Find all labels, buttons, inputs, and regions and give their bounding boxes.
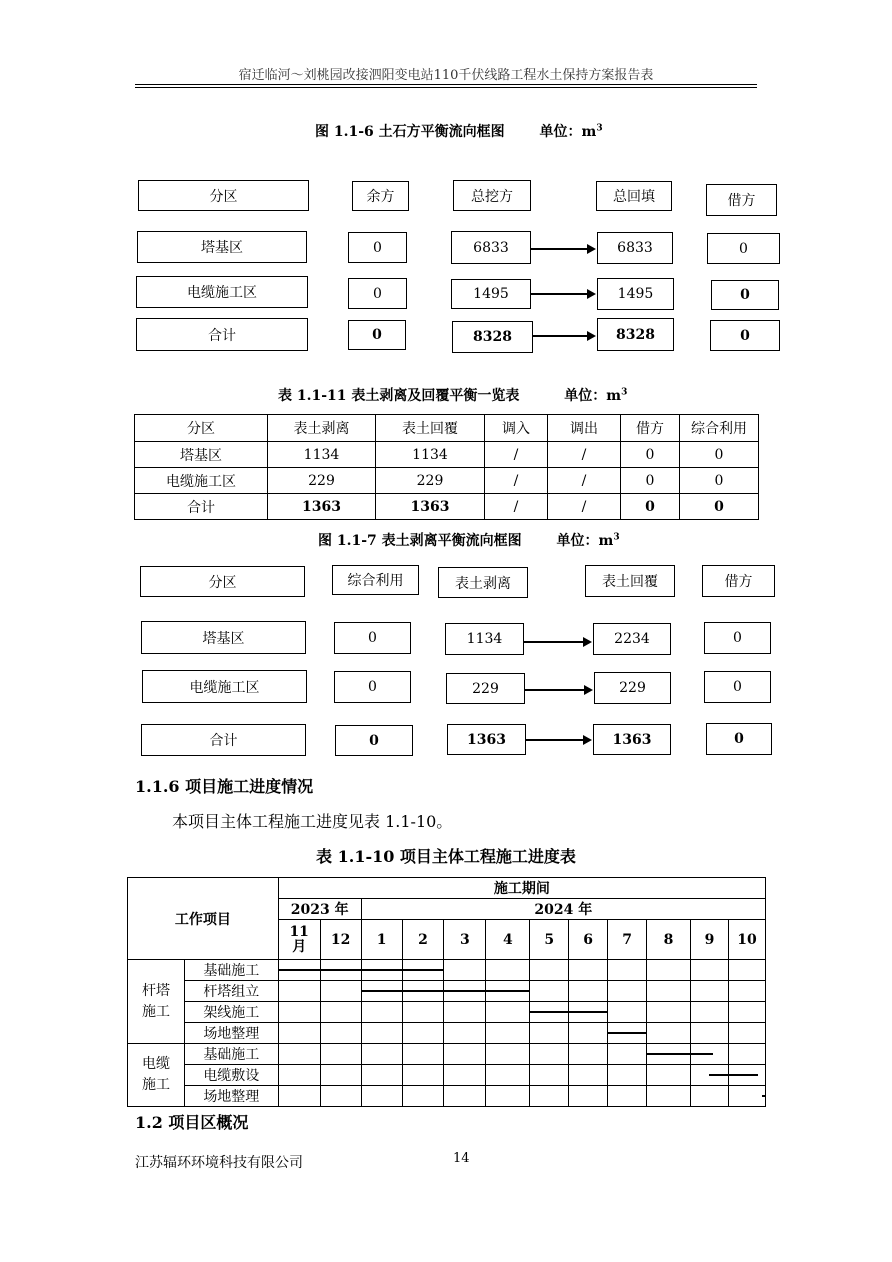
t11-h-zone: 分区: [135, 415, 268, 442]
t10-month: 6: [569, 920, 608, 960]
figure-7-unit: 单位：m: [556, 533, 614, 549]
figure-6-unit-exp: 3: [596, 123, 603, 134]
fig6-header-fill: 总回填: [596, 181, 672, 211]
gantt-bar: [762, 1095, 766, 1097]
t10-task: 架线施工: [184, 1002, 278, 1023]
t10-work-item: 工作项目: [128, 878, 279, 960]
t10-month: 2: [402, 920, 444, 960]
table-row: [135, 442, 759, 468]
header-rule: [135, 84, 757, 88]
t10-group-cable: 电缆 施工: [128, 1044, 185, 1107]
t11-cell: /: [485, 442, 548, 468]
fig7-header-use: 综合利用: [332, 565, 419, 595]
t10-month: 4: [486, 920, 530, 960]
fig6-fill-tower: 6833: [597, 232, 673, 264]
fig6-zone-tower: 塔基区: [137, 231, 307, 263]
fig7-arrow-tower: [524, 641, 590, 643]
table-11: [134, 414, 759, 520]
section-12-heading: 1.2 项目区概况: [135, 1113, 249, 1132]
gantt-bar: [709, 1074, 758, 1076]
figure-7-caption: 图 1.1-7 表土剥离平衡流向框图: [318, 533, 522, 549]
fig6-fill-total: 8328: [597, 318, 674, 351]
t11-h-use: 综合利用: [680, 415, 759, 442]
fig6-surplus-total: 0: [348, 320, 406, 350]
fig7-zone-total: 合计: [141, 724, 306, 756]
fig6-excav-tower: 6833: [451, 231, 531, 264]
fig7-header-borrow: 借方: [702, 565, 775, 597]
t11-cell: 229: [376, 468, 485, 494]
section-116-heading: 1.1.6 项目施工进度情况: [135, 777, 314, 796]
t10-period: 施工期间: [278, 878, 765, 899]
fig6-borrow-total: 0: [710, 320, 780, 351]
fig7-header-zone: 分区: [140, 566, 305, 597]
t11-h-borrow: 借方: [621, 415, 680, 442]
t10-month: 12: [320, 920, 361, 960]
fig6-header-zone: 分区: [138, 180, 309, 211]
table-11-caption: 表 1.1-11 表土剥离及回覆平衡一览表: [278, 388, 520, 404]
fig7-use-cable: 0: [334, 671, 411, 703]
figure-6-unit: 单位：m: [539, 124, 597, 140]
fig7-borrow-total: 0: [706, 723, 772, 755]
table-11-header-row: [135, 415, 759, 442]
t11-h-in: 调入: [485, 415, 548, 442]
t10-task: 基础施工: [184, 960, 278, 981]
t11-cell: 1134: [376, 442, 485, 468]
t10-month: 5: [530, 920, 569, 960]
t11-cell: 1134: [268, 442, 376, 468]
table-row: [135, 468, 759, 494]
t11-h-cover: 表土回覆: [376, 415, 485, 442]
table-11-title: [278, 385, 627, 405]
fig6-zone-total: 合计: [136, 318, 308, 351]
fig6-header-surplus: 余方: [352, 181, 409, 211]
fig6-header-excav: 总挖方: [453, 180, 531, 211]
fig6-surplus-tower: 0: [348, 232, 407, 263]
page-header: 宿迁临河～刘桃园改接泗阳变电站110千伏线路工程水土保持方案报告表: [238, 68, 654, 83]
fig6-header-borrow: 借方: [706, 184, 777, 216]
fig7-header-cover: 表土回覆: [585, 565, 675, 597]
t11-cell: 电缆施工区: [135, 468, 268, 494]
fig7-strip-tower: 1134: [445, 623, 524, 655]
t11-h-strip: 表土剥离: [268, 415, 376, 442]
t11-cell: 塔基区: [135, 442, 268, 468]
fig7-borrow-tower: 0: [704, 622, 771, 654]
t10-task: 场地整理: [184, 1086, 278, 1107]
t10-year-2024: 2024 年: [361, 899, 765, 920]
fig6-borrow-tower: 0: [707, 233, 780, 264]
gantt-bar: [361, 990, 530, 992]
t11-cell: 0: [680, 468, 759, 494]
fig6-excav-total: 8328: [452, 321, 533, 353]
table-row: [135, 494, 759, 520]
gantt-bar: [647, 1053, 714, 1055]
t11-cell: 1363: [268, 494, 376, 520]
t10-month: 1: [361, 920, 402, 960]
fig6-zone-cable: 电缆施工区: [136, 276, 308, 308]
fig7-use-tower: 0: [334, 622, 411, 654]
t10-month: 7: [608, 920, 647, 960]
table-11-unit: 单位：m: [564, 388, 622, 404]
fig7-strip-total: 1363: [447, 724, 526, 755]
t10-task: 场地整理: [184, 1023, 278, 1044]
t11-cell: /: [485, 494, 548, 520]
fig7-strip-cable: 229: [446, 673, 525, 704]
gantt-bar: [278, 969, 444, 971]
t11-cell: 0: [680, 494, 759, 520]
t11-cell: 0: [680, 442, 759, 468]
fig6-arrow-total: [533, 335, 594, 337]
fig7-arrow-cable: [525, 689, 591, 691]
fig6-excav-cable: 1495: [451, 279, 531, 309]
section-116-paragraph: 本项目主体工程施工进度见表 1.1-10。: [172, 812, 453, 831]
t11-cell: /: [548, 468, 621, 494]
page-number: 14: [453, 1151, 470, 1166]
fig6-borrow-cable: 0: [711, 280, 779, 310]
fig7-header-strip: 表土剥离: [438, 567, 528, 598]
table-10: [127, 877, 766, 1107]
t10-month: 10: [728, 920, 765, 960]
footer-company: 江苏辐环环境科技有限公司: [135, 1155, 303, 1171]
t10-task: 基础施工: [184, 1044, 278, 1065]
fig7-zone-tower: 塔基区: [141, 621, 306, 654]
fig7-use-total: 0: [335, 725, 413, 756]
figure-6-caption: 图 1.1-6 土石方平衡流向框图: [315, 124, 505, 140]
table-10-title: 表 1.1-10 项目主体工程施工进度表: [316, 847, 576, 866]
t11-cell: 0: [621, 468, 680, 494]
t10-month: 8: [647, 920, 691, 960]
fig7-cover-cable: 229: [594, 672, 671, 704]
t10-task: 杆塔组立: [184, 981, 278, 1002]
t10-group-tower: 杆塔 施工: [128, 960, 185, 1044]
fig6-arrow-tower: [531, 248, 594, 250]
t11-cell: 229: [268, 468, 376, 494]
t11-h-out: 调出: [548, 415, 621, 442]
t10-month: 3: [444, 920, 486, 960]
figure-6-title: [315, 121, 603, 141]
t11-cell: 合计: [135, 494, 268, 520]
t11-cell: /: [548, 442, 621, 468]
t11-cell: /: [485, 468, 548, 494]
figure-7-unit-exp: 3: [613, 532, 620, 543]
t10-month: 11 月: [278, 920, 320, 960]
gantt-bar: [530, 1011, 608, 1013]
fig6-fill-cable: 1495: [597, 278, 674, 310]
t11-cell: /: [548, 494, 621, 520]
fig7-cover-total: 1363: [593, 724, 671, 755]
t10-year-2023: 2023 年: [278, 899, 361, 920]
fig7-borrow-cable: 0: [704, 671, 771, 703]
gantt-bar: [608, 1032, 647, 1034]
fig6-surplus-cable: 0: [348, 278, 407, 309]
t11-cell: 0: [621, 494, 680, 520]
t10-month: 9: [690, 920, 728, 960]
fig7-zone-cable: 电缆施工区: [142, 670, 307, 703]
fig7-cover-tower: 2234: [593, 623, 671, 655]
fig6-arrow-cable: [531, 293, 594, 295]
t10-task: 电缆敷设: [184, 1065, 278, 1086]
table-11-unit-exp: 3: [621, 387, 628, 398]
t11-cell: 0: [621, 442, 680, 468]
fig7-arrow-total: [526, 739, 590, 741]
t11-cell: 1363: [376, 494, 485, 520]
figure-7-title: [318, 530, 620, 550]
